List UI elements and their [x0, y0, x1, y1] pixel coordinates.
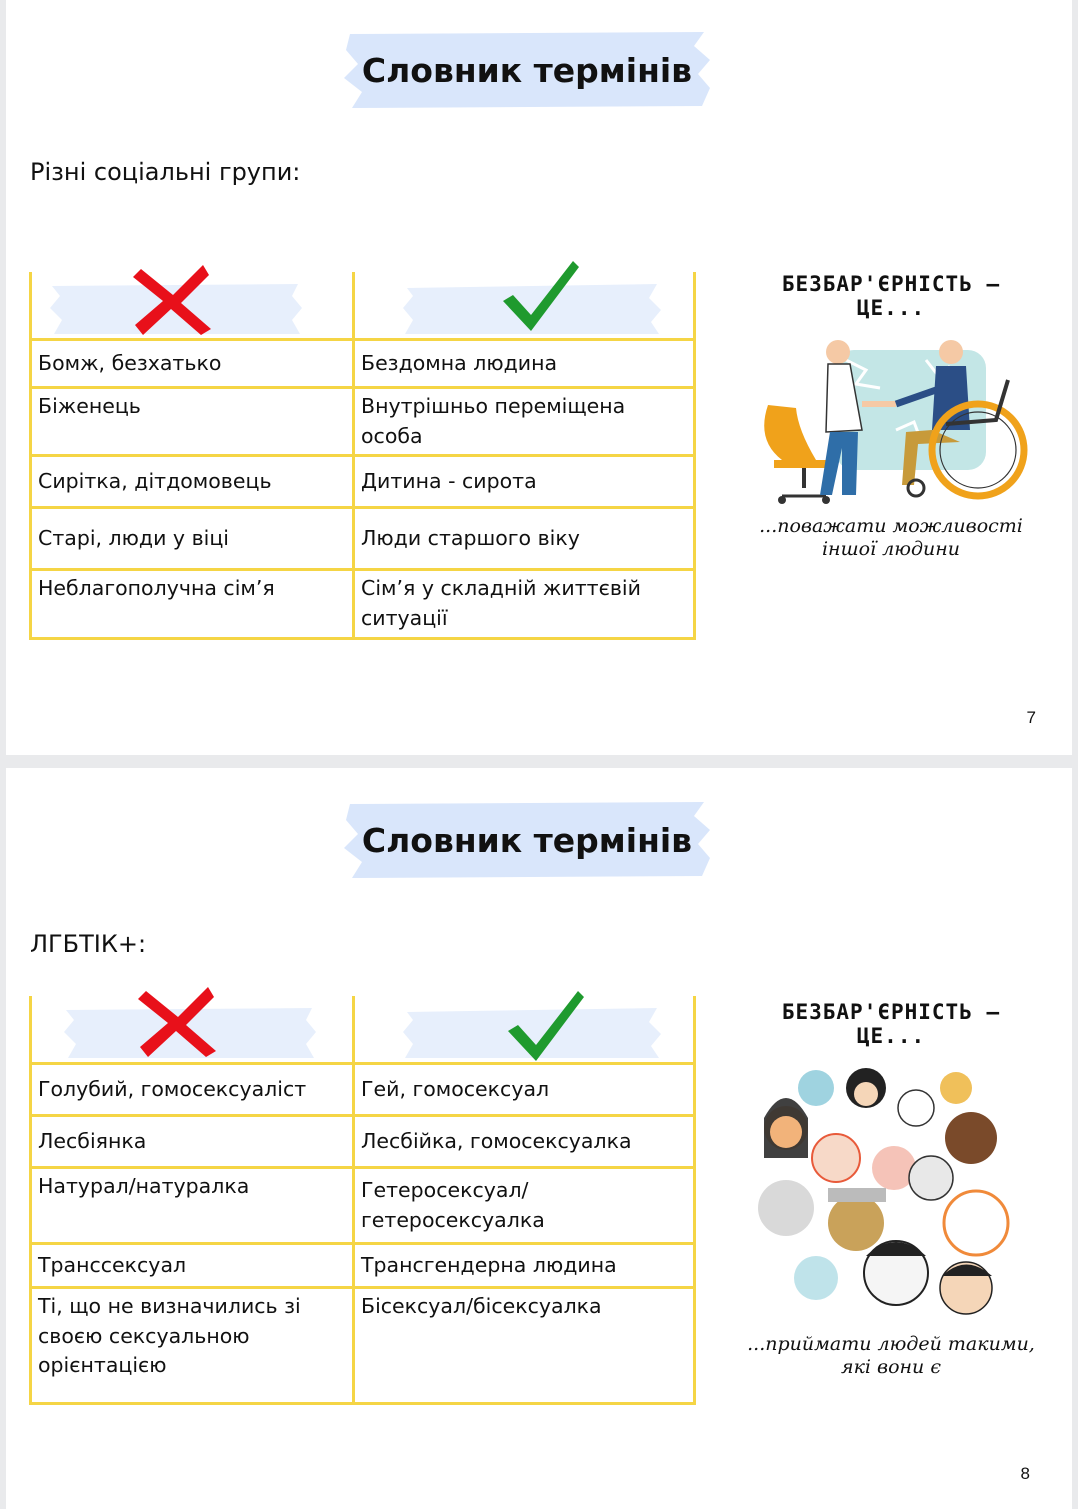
cross-icon: [133, 263, 213, 337]
wrong-term: Лесбіянка: [31, 1116, 354, 1168]
wrong-term: Старі, люди у віці: [31, 508, 354, 570]
correct-term: Трансгендерна людина: [354, 1244, 695, 1288]
correct-term: Бісексуал/бісексуалка: [354, 1288, 695, 1404]
table-row: [31, 508, 695, 570]
header-cell-right: [354, 272, 695, 340]
table-row: [31, 388, 695, 456]
correct-term: Дитина - сирота: [354, 456, 695, 508]
illustration-caption: ...приймати людей такими, які вони є: [747, 1333, 1035, 1378]
wrong-term: Голубий, гомосексуаліст: [31, 1064, 354, 1116]
subtitle: ЛГБТІК+:: [30, 930, 147, 958]
check-icon: [506, 987, 586, 1063]
table-row: [31, 570, 695, 638]
slide-7: [6, 0, 1072, 755]
table-row: [31, 1116, 695, 1168]
wrong-term: Сирітка, дітдомовець: [31, 456, 354, 508]
check-icon: [501, 257, 581, 333]
table-header-row: [31, 996, 695, 1064]
correct-term: Гей, гомосексуал: [354, 1064, 695, 1116]
header-cell-wrong: [31, 996, 354, 1064]
subtitle: Різні соціальні групи:: [30, 158, 301, 186]
illustration-diversity: [746, 1000, 1036, 1379]
wrong-term: Транссексуал: [31, 1244, 354, 1288]
wheelchair-handshake-image: [746, 320, 1036, 510]
terms-table: [29, 272, 696, 640]
wrong-term: Неблагополучна сім’я: [31, 570, 354, 638]
cross-icon: [138, 985, 218, 1059]
header-cell-right: [354, 996, 695, 1064]
wrong-term: Біженець: [31, 388, 354, 456]
illustration-caption: ...поважати можливості іншої людини: [759, 515, 1023, 560]
slide-8: [6, 768, 1072, 1509]
table-row: [31, 456, 695, 508]
wrong-term: Натурал/натуралка: [31, 1168, 354, 1244]
title-banner: [342, 800, 712, 880]
table-header-row: [31, 272, 695, 340]
page-title: Словник термінів: [361, 820, 693, 860]
correct-term: Сім’я у складній життєвій ситуації: [354, 570, 695, 638]
diverse-faces-image: [746, 1048, 1036, 1328]
correct-term: Лесбійка, гомосексуалка: [354, 1116, 695, 1168]
table-row: [31, 1288, 695, 1404]
page-title: Словник термінів: [361, 50, 693, 90]
terms-table: [29, 996, 696, 1405]
illustration-accessibility: [746, 272, 1036, 561]
table-row: [31, 1168, 695, 1244]
wrong-term: Бомж, безхатько: [31, 340, 354, 388]
correct-term: Гетеросексуал/ гетеросексуалка: [354, 1168, 695, 1244]
page-number: 8: [1020, 1464, 1030, 1483]
illustration-title: БЕЗБАР'ЄРНІСТЬ — ЦЕ...: [781, 1000, 1001, 1048]
correct-term: Бездомна людина: [354, 340, 695, 388]
table-row: [31, 340, 695, 388]
illustration-title: БЕЗБАР'ЄРНІСТЬ — ЦЕ...: [781, 272, 1001, 320]
correct-term: Внутрішньо переміщена особа: [354, 388, 695, 456]
table-row: [31, 1064, 695, 1116]
title-banner: [342, 30, 712, 110]
wrong-term: Ті, що не визначились зі своєю сексуальною орієнтацією: [31, 1288, 354, 1404]
table-row: [31, 1244, 695, 1288]
correct-term: Люди старшого віку: [354, 508, 695, 570]
page-number: 7: [1026, 708, 1036, 727]
header-cell-wrong: [31, 272, 354, 340]
